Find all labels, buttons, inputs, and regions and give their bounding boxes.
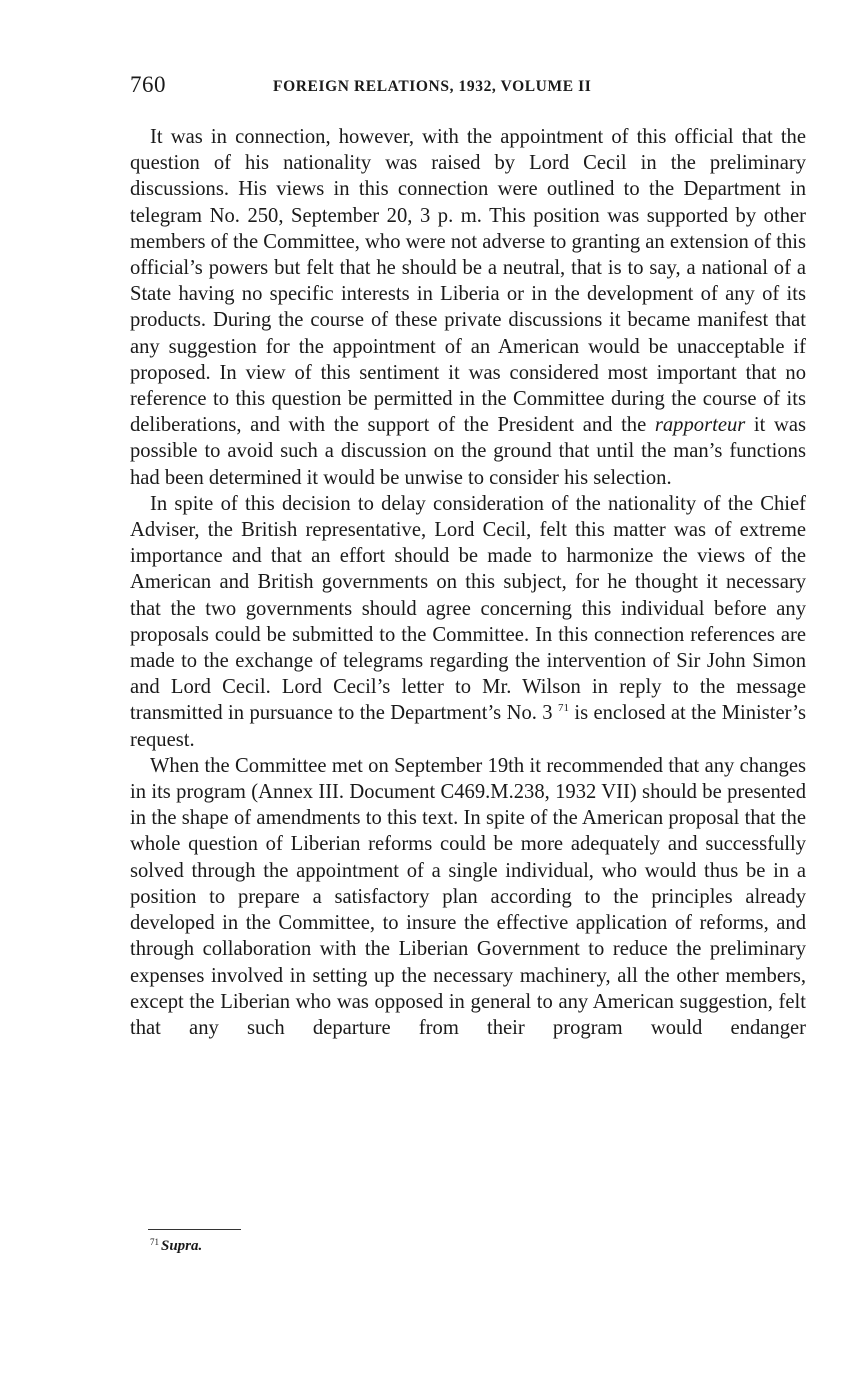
page-number: 760 bbox=[130, 72, 166, 97]
footnote-divider bbox=[148, 1229, 241, 1230]
paragraph-2 bbox=[130, 491, 806, 753]
footnote bbox=[150, 1238, 202, 1255]
paragraph-1-text-a: It was in connection, however, with the appointment of this official that the question of his nationality was raised by Lord Cecil in the preliminary discussions. His views in this connection were outlined to the Department in telegram No. 250, September 20, 3 p. m. This position was supported by other members of the Committee, who were not adverse to granting an extension of this official’s powers but felt that he should be a neutral, that is to say, a national of a State having no specific interests in Liberia or in the development of any of its products. During the course of these private discussions it became manifest that any suggestion for the appointment of an American would be unacceptable if proposed. In view of this sentiment it was considered most important that no reference to this question be permitted in the Committee during the course of its deliberations, and with the support of the President and the bbox=[130, 126, 806, 437]
page-header bbox=[130, 72, 810, 104]
body-text bbox=[130, 124, 806, 1041]
paragraph-3: When the Committee met on September 19th it recommended that any changes in its program (Annex III. Document C469.M.238, 1932 VII) should be presented in the shape of amendments to this text. In spite of the American proposal that the whole question of Liberian reforms could be more adequately and successfully solved through the appointment of a single individual, who would thus be in a position to prepare a satisfactory plan according to the principles already developed in the Committee, to insure the effective application of reforms, and through collaboration with the Liberian Government to reduce the preliminary expenses involved in setting up the necessary machinery, all the other members, except the Liberian who was opposed in general to any American suggestion, felt that any such departure from their program would endanger bbox=[130, 754, 806, 1039]
footnote-reference[interactable]: 71 bbox=[557, 702, 569, 715]
running-head: FOREIGN RELATIONS, 1932, VOLUME II bbox=[273, 78, 592, 95]
italic-rapporteur: rapporteur bbox=[654, 414, 746, 437]
paragraph-1 bbox=[130, 124, 806, 491]
paragraph-2-text-b: is enclosed at the Minister’s request. bbox=[130, 702, 806, 751]
paragraph-1-text-b: it was possible to avoid such a discussion on the ground that until the man’s functions had been determined it would be unwise to consider his selection. bbox=[130, 414, 806, 489]
paragraph-2-text-a: In spite of this decision to delay consideration of the nationality of the Chief Adviser, the British representative, Lord Cecil, felt this matter was of extreme importance and that an effort should be made to harmonize the views of the American and British governments on this subject, for he thought it necessary that the two governments should agree concerning this individual before any proposals could be submitted to the Committee. In this connection references are made to the exchange of telegrams regarding the intervention of Sir John Simon and Lord Cecil. Lord Cecil’s letter to Mr. Wilson in reply to the message transmitted in pursuance to the Department’s No. 3 bbox=[130, 492, 806, 725]
footnote-text: Supra. bbox=[161, 1238, 203, 1254]
footnote-number: 71 bbox=[150, 1237, 159, 1247]
